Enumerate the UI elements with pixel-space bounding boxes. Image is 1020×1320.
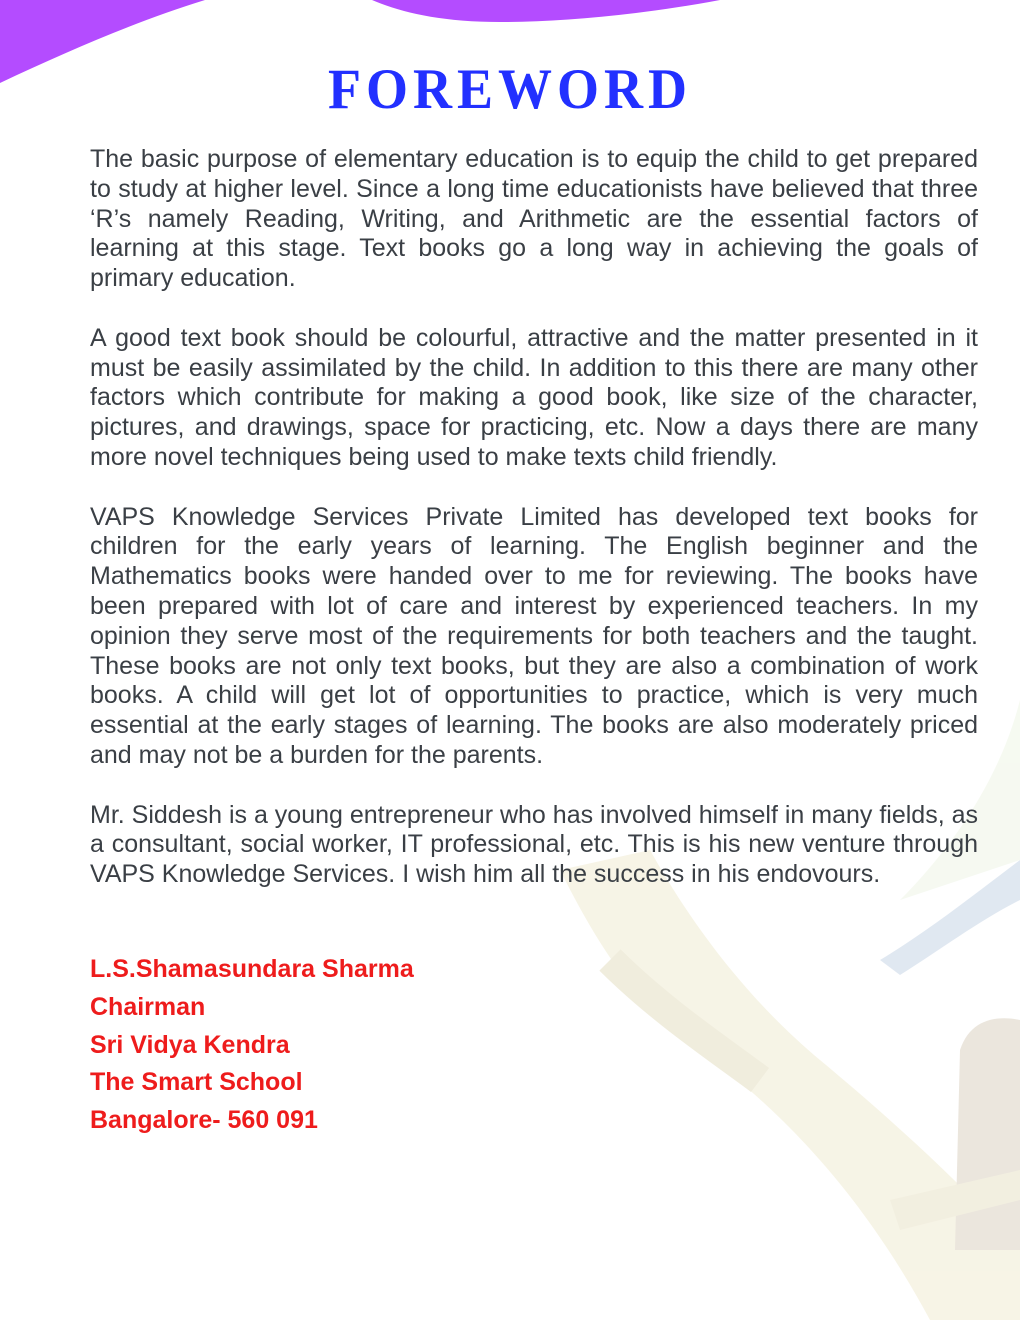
signatory-name: L.S.Shamasundara Sharma [90, 955, 414, 983]
foreword-body [90, 145, 978, 920]
signatory-address: Bangalore- 560 091 [90, 1106, 318, 1135]
signatory-organization: Sri Vidya Kendra [90, 1030, 290, 1059]
paragraph: VAPS Knowledge Services Private Limited has developed text books for children for the early years of learning. The English beginner and the Mathematics books were handed over to me for reviewing. The books have been prepared with lot of care and interest by experienced teachers. In my opinion they serve most of the requirements for both teachers and the taught. These books are not only text books, but they are also a combination of work books. A child will get lot of opportunities to practice, which is very much essential at the early stages of learning. The books are also moderately priced and may not be a burden for the parents. [90, 502, 978, 769]
signature-block [90, 951, 414, 1140]
paragraph: A good text book should be colourful, attractive and the matter presented in it must be easily assimilated by the child. In addition to this there are many other factors which contribute for making a good book, like size of the character, pictures, and drawings, space for practicing, etc. Now a days there are many more novel techniques being used to make texts child friendly. [90, 323, 978, 471]
page-title: FOREWORD [328, 57, 692, 121]
paragraph: Mr. Siddesh is a young entrepreneur who has involved himself in many fields, as a consultant, social worker, IT professional, etc. This is his new venture through VAPS Knowledge Services. I wish him all the success in his endovours. [90, 800, 978, 889]
purple-wave-top [372, 0, 720, 22]
paragraph: The basic purpose of elementary education is to equip the child to get prepared to study at higher level. Since a long time educationists have believed that three ‘R’s namely Reading, Writing, and Arithmetic are the essential factors of learning at this stage. Text books go a long way in achieving the goals of primary education. [90, 145, 978, 293]
signatory-designation: Chairman [90, 992, 206, 1021]
signatory-school: The Smart School [90, 1068, 303, 1097]
